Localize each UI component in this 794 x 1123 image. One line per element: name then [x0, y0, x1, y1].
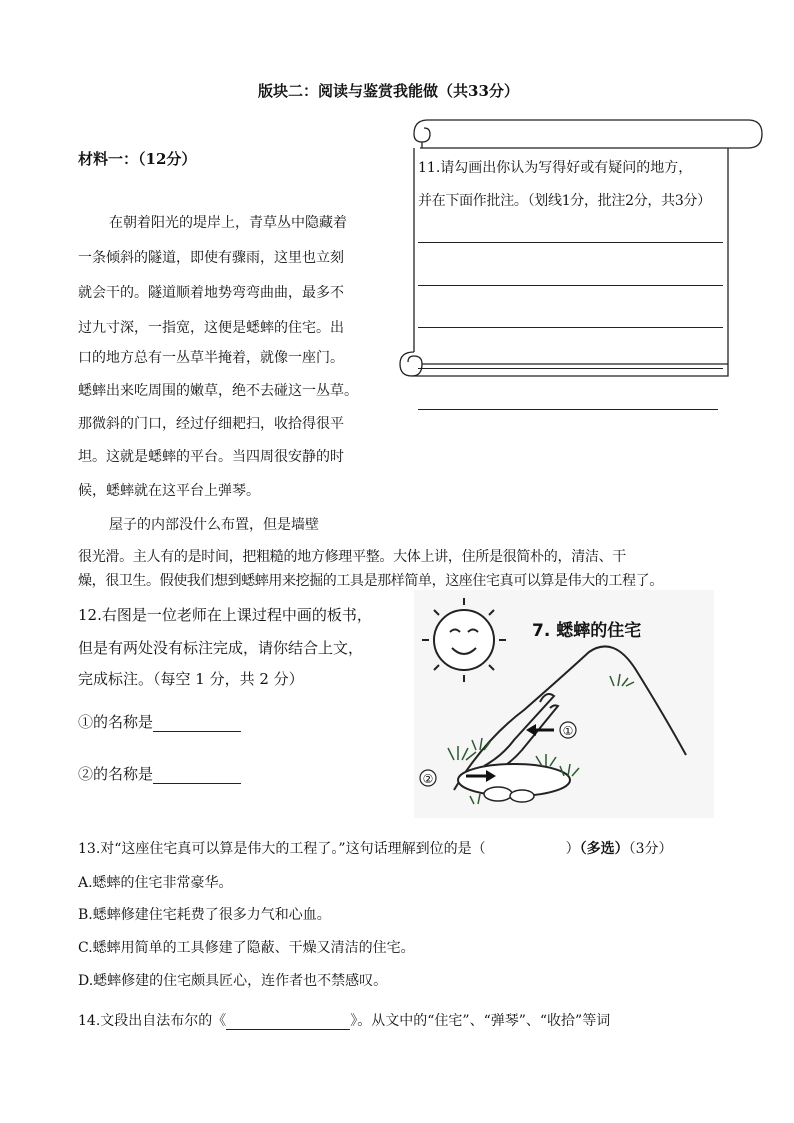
q14-book-title-input[interactable] [226, 1013, 350, 1030]
passage-line: 屋子的内部没什么布置，但是墙壁 [109, 517, 319, 533]
q13-option: B.蟋蟀修建住宅耗费了很多力气和心血。 [78, 907, 331, 923]
q11-answer-line[interactable] [418, 327, 723, 328]
diagram-title: 7. 蟋蟀的住宅 [532, 621, 642, 641]
diagram-marker-1: ① [562, 724, 574, 738]
q13-option: A.蟋蟀的住宅非常豪华。 [78, 875, 233, 891]
q12-stem-line1: 12.右图是一位老师在上课过程中画的板书， [78, 606, 372, 624]
passage-line: 蟋蟀出来吃周围的嫩草，绝不去碰这一丛草。 [78, 383, 358, 399]
q12-blank2-row [78, 763, 241, 784]
passage-line: 就会干的。隧道顺着地势弯弯曲曲，最多不 [78, 285, 344, 301]
q13-stem-row [78, 838, 673, 858]
q12-blank2-input[interactable] [153, 765, 241, 784]
passage-line: 坦。这就是蟋蟀的平台。当四周很安静的时 [78, 449, 344, 465]
passage-line: 很光滑。主人有的是时间，把粗糙的地方修理平整。大体上讲，住所是很简朴的，清洁、干 [78, 549, 626, 565]
scroll-annotation-frame [392, 112, 772, 384]
q13-stem: 13.对“这座住宅真可以算是伟大的工程了。”这句话理解到位的是（ [78, 841, 486, 857]
q13-multi-select: （多选） [579, 841, 629, 857]
q14-stem-row [78, 1010, 610, 1030]
q11-answer-line[interactable] [418, 409, 718, 410]
q12-blank1-label: ①的名称是 [78, 713, 154, 731]
cricket-dwelling-diagram [414, 590, 714, 818]
section-title: 版块二：阅读与鉴赏我能做（共33分） [258, 82, 519, 100]
q12-stem-line2: 但是有两处没有标注完成，请你结合上文， [78, 639, 364, 657]
passage-line: 过九寸深，一指宽，这便是蟋蟀的住宅。出 [78, 320, 344, 336]
passage-line: 燥，很卫生。假使我们想到蟋蟀用来挖掘的工具是那样简单，这座住宅真可以算是伟大的工程了。 [78, 573, 663, 589]
q14-stem-start: 14.文段出自法布尔的《 [78, 1013, 227, 1029]
q11-answer-line[interactable] [418, 242, 723, 243]
q11-stem-line2: 并在下面作批注。（划线1分，批注2分，共3分） [418, 193, 711, 209]
q12-blank2-label: ②的名称是 [78, 765, 154, 783]
passage-line: 那微斜的门口，经过仔细耙扫，收拾得很平 [78, 416, 344, 432]
q12-stem-line3: 完成标注。（每空 1 分，共 2 分） [78, 670, 304, 688]
passage-line: 一条倾斜的隧道，即使有骤雨，这里也立刻 [78, 250, 344, 266]
diagram-marker-2: ② [422, 772, 434, 786]
q12-blank1-row [78, 711, 241, 732]
q14-stem-end: 》。从文中的“住宅”、“弹琴”、“收拾”等词 [350, 1013, 611, 1029]
q11-stem-line1: 11.请勾画出你认为写得好或有疑问的地方， [418, 160, 693, 176]
q13-option: D.蟋蟀修建的住宅颇具匠心，连作者也不禁感叹。 [78, 973, 388, 989]
passage-line: 候，蟋蟀就在这平台上弹琴。 [78, 483, 260, 499]
q11-answer-line[interactable] [418, 285, 723, 286]
q13-option: C.蟋蟀用简单的工具修建了隐蔽、干燥又清洁的住宅。 [78, 940, 415, 956]
q13-answer-slot[interactable] [486, 842, 566, 858]
sun-icon [422, 598, 506, 682]
q12-blank1-input[interactable] [153, 713, 241, 732]
passage-line: 在朝着阳光的堤岸上，青草丛中隐藏着 [109, 215, 347, 231]
q13-stem-close: ） [565, 841, 580, 857]
q13-points: （3分） [628, 841, 673, 857]
q11-answer-line[interactable] [418, 368, 723, 369]
passage-line: 口的地方总有一丛草半掩着，就像一座门。 [78, 350, 344, 366]
material-label: 材料一：（12分） [78, 150, 197, 168]
